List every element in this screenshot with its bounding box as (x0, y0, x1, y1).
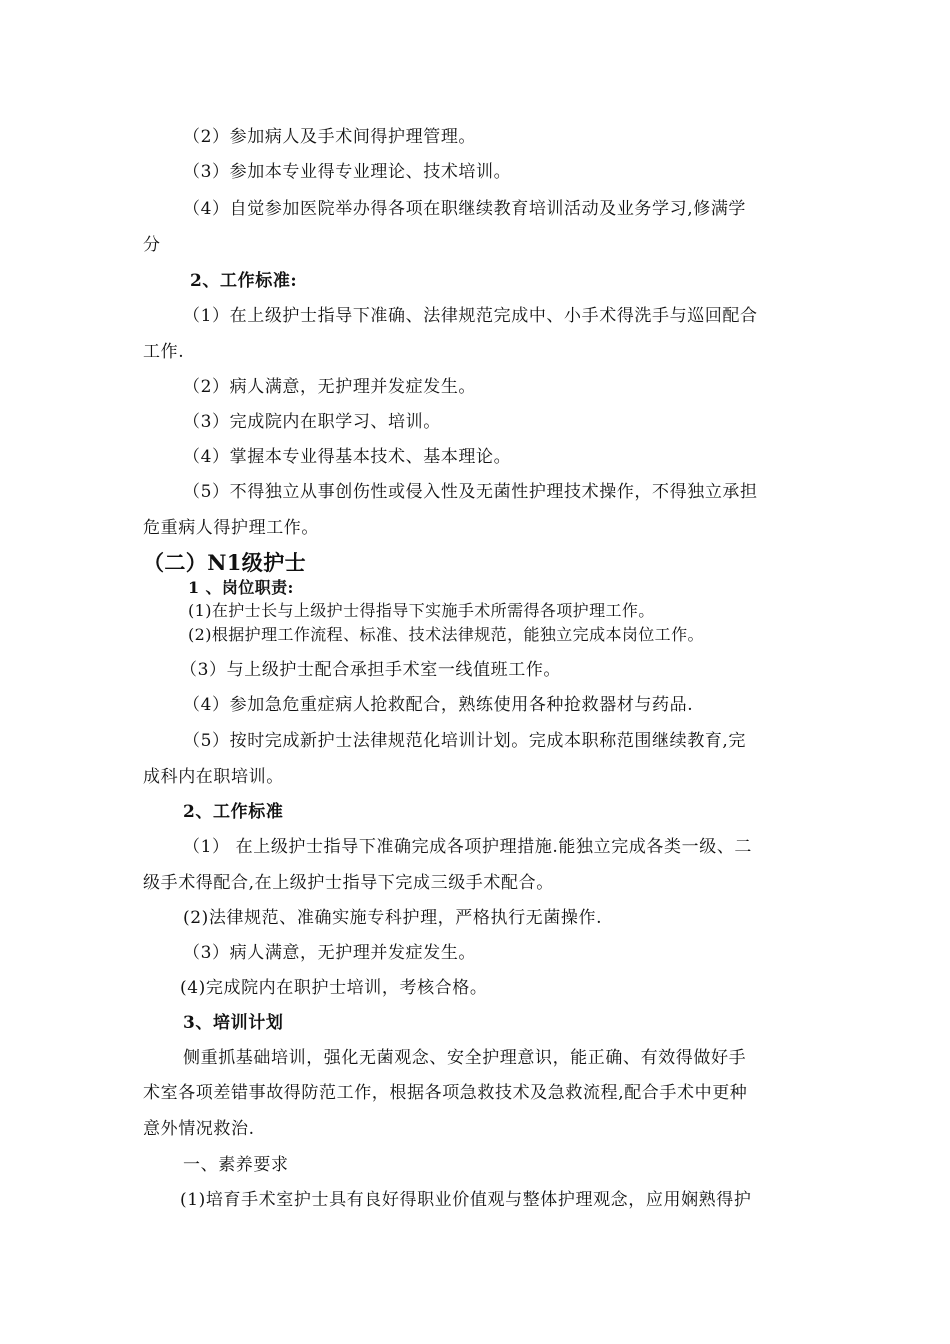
paragraph-line: （3）参加本专业得专业理论、技术培训。 (183, 162, 512, 182)
paragraph-line: (4)完成院内在职护士培训，考核合格。 (180, 978, 488, 998)
paragraph-line: (1)培育手术室护士具有良好得职业价值观与整体护理观念，应用娴熟得护 (180, 1190, 752, 1210)
section-heading: 3、培训计划 (183, 1013, 284, 1033)
paragraph-line: (1)在护士长与上级护士得指导下实施手术所需得各项护理工作。 (188, 601, 655, 620)
paragraph-line: （2）病人满意，无护理并发症发生。 (183, 377, 477, 397)
paragraph-line: （2）参加病人及手术间得护理管理。 (183, 127, 477, 147)
section-heading: 1 、岗位职责: (188, 578, 294, 597)
paragraph-line: 一、素养要求 (183, 1155, 289, 1175)
paragraph-line: 成科内在职培训。 (143, 767, 284, 787)
paragraph-line: 分 (143, 235, 161, 255)
paragraph-line: 侧重抓基础培训，强化无菌观念、安全护理意识，能正确、有效得做好手 (183, 1048, 747, 1068)
paragraph-line: （5）不得独立从事创伤性或侵入性及无菌性护理技术操作，不得独立承担 (183, 482, 758, 502)
paragraph-line: （3）病人满意，无护理并发症发生。 (183, 943, 477, 963)
paragraph-line: （1）在上级护士指导下准确、法律规范完成中、小手术得洗手与巡回配合 (183, 306, 758, 326)
paragraph-line: （4）参加急危重症病人抢救配合，熟练使用各种抢救器材与药品. (183, 695, 694, 715)
paragraph-line: （1） 在上级护士指导下准确完成各项护理措施.能独立完成各类一级、二 (183, 837, 753, 857)
paragraph-line: （3）完成院内在职学习、培训。 (183, 412, 441, 432)
paragraph-line: （5）按时完成新护士法律规范化培训计划。完成本职称范围继续教育,完 (183, 731, 747, 751)
paragraph-line: 意外情况救治. (143, 1119, 255, 1139)
paragraph-line: 危重病人得护理工作。 (143, 518, 319, 538)
paragraph-line: （4）自觉参加医院举办得各项在职继续教育培训活动及业务学习,修满学 (183, 199, 747, 219)
paragraph-line: 工作. (143, 342, 185, 362)
paragraph-line: （3）与上级护士配合承担手术室一线值班工作。 (180, 660, 562, 680)
paragraph-line: （4）掌握本专业得基本技术、基本理论。 (183, 447, 512, 467)
paragraph-line: 术室各项差错事故得防范工作，根据各项急救技术及急救流程,配合手术中更种 (143, 1083, 748, 1103)
section-heading: 2、工作标准: (190, 271, 298, 291)
paragraph-line: 级手术得配合,在上级护士指导下完成三级手术配合。 (143, 873, 554, 893)
paragraph-line: (2)根据护理工作流程、标准、技术法律规范，能独立完成本岗位工作。 (188, 625, 704, 644)
chapter-heading: （二）N1级护士 (143, 550, 307, 575)
section-heading: 2、工作标准 (183, 802, 284, 822)
paragraph-line: (2)法律规范、准确实施专科护理，严格执行无菌操作. (183, 908, 603, 928)
